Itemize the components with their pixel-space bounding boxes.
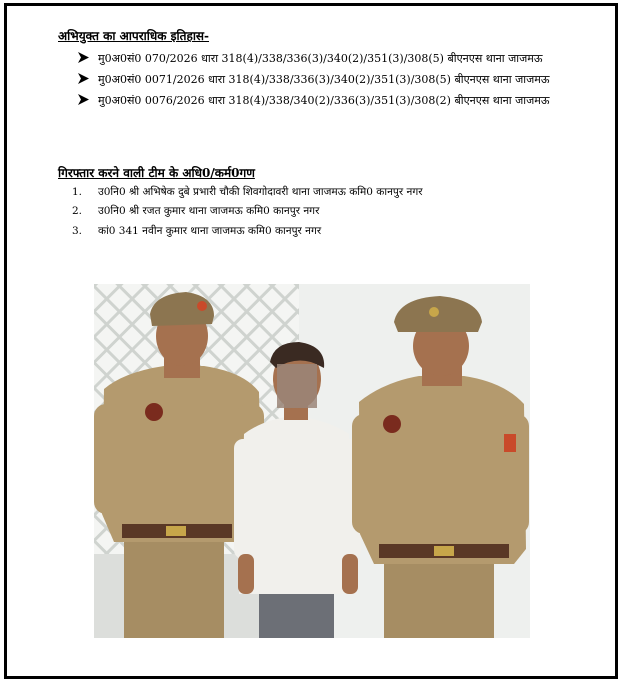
case-entry: मु0अ0सं0 0071/2026 धारा 318(4)/338/336(3)/340(2)/351(3)/308(5) बीएनएस थाना जाजमऊ: [98, 73, 550, 86]
case-entry: मु0अ0सं0 0076/2026 धारा 318(4)/338/340(2)/336(3)/351(3)/308(2) बीएनएस थाना जाजमऊ: [98, 94, 550, 107]
arrow-bullet-icon: [78, 94, 91, 108]
arrest-photo: [94, 284, 530, 638]
criminal-history-heading: अभियुक्त का आपराधिक इतिहास-: [58, 29, 210, 43]
arresting-team-list: [72, 182, 423, 241]
arrow-bullet-icon: [78, 52, 91, 66]
officer-entry: उ0नि0 श्री अभिषेक दुबे प्रभारी चौकी शिवगोदावरी थाना जाजमऊ कमि0 कानपुर नगर: [98, 185, 423, 198]
arrow-bullet-icon: [78, 73, 91, 87]
item-number: 3.: [72, 224, 83, 237]
list-item: [78, 90, 550, 111]
officer-entry: उ0नि0 श्री रजत कुमार थाना जाजमऊ कमि0 कानपुर नगर: [98, 205, 320, 218]
list-item: [78, 69, 550, 90]
blurred-face: [277, 364, 317, 408]
arrest-photo-illustration: [94, 284, 530, 638]
officer-entry: कां0 341 नवीन कुमार थाना जाजमऊ कमि0 कानपुर नगर: [98, 224, 322, 237]
item-number: 2.: [72, 205, 83, 218]
list-item: [72, 182, 423, 202]
criminal-history-list: [78, 48, 550, 111]
list-item: [72, 202, 423, 222]
item-number: 1.: [72, 185, 83, 198]
list-item: [72, 221, 423, 241]
case-entry: मु0अ0सं0 070/2026 धारा 318(4)/338/336(3)/340(2)/351(3)/308(5) बीएनएस थाना जाजमऊ: [98, 52, 543, 65]
list-item: [78, 48, 550, 69]
arresting-team-heading: गिरफ्तार करने वाली टीम के अधि0/कर्म0गण: [58, 166, 255, 180]
